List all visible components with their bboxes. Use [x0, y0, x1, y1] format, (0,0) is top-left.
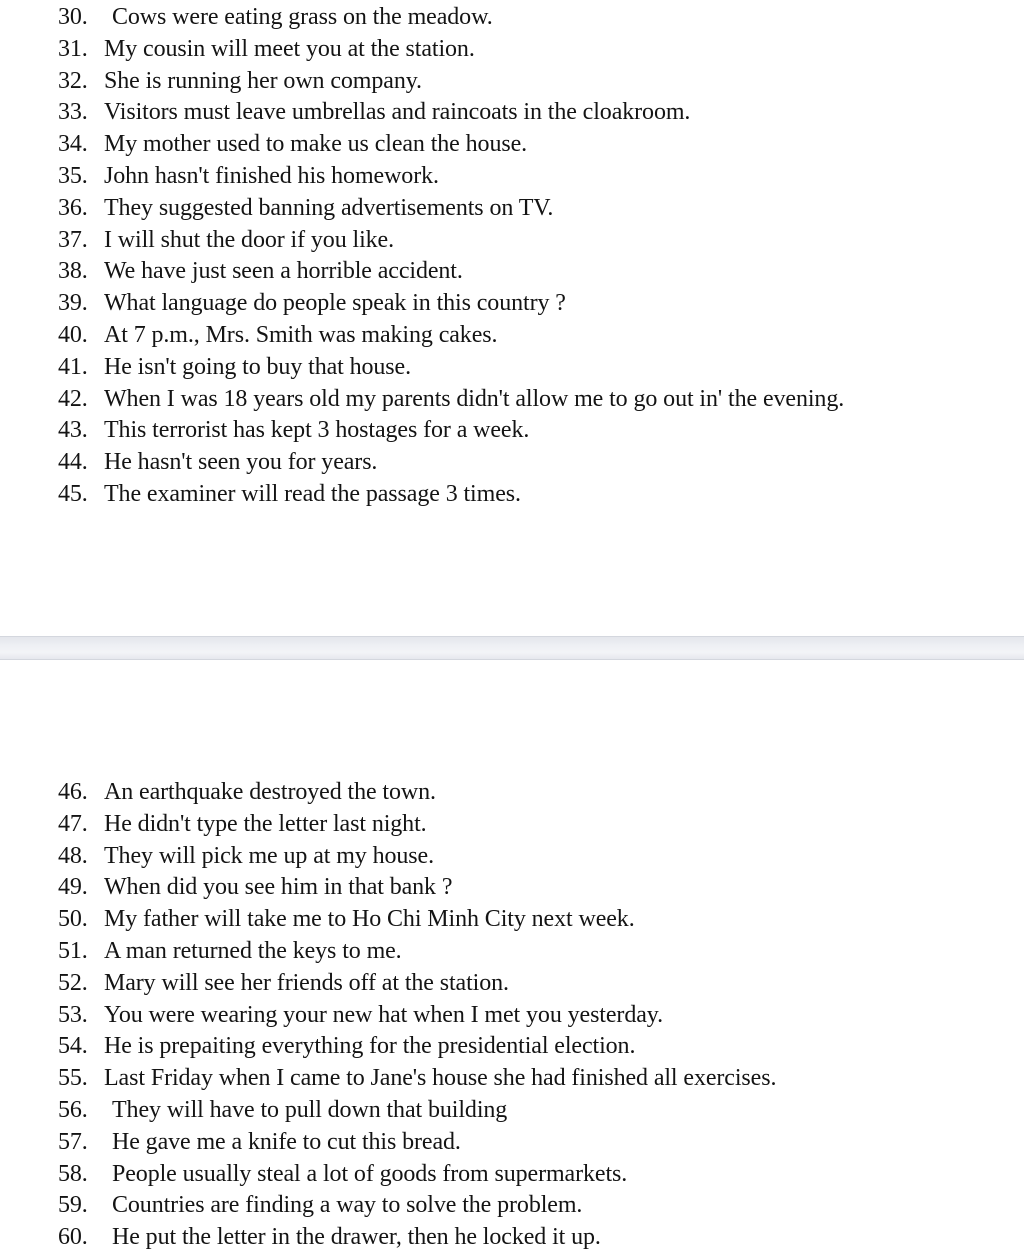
item-number: 30.	[58, 4, 88, 30]
item-number: 35.	[58, 162, 88, 189]
item-number: 54.	[58, 1033, 88, 1060]
item-number: 41.	[58, 353, 88, 380]
item-text: This terrorist has kept 3 hostages for a week.	[104, 417, 530, 444]
list-item	[58, 384, 844, 416]
list-item	[58, 1159, 776, 1191]
list-item	[58, 97, 844, 129]
item-number: 56.	[58, 1096, 88, 1123]
item-text: Countries are finding a way to solve the problem.	[112, 1192, 583, 1219]
list-item	[58, 1127, 776, 1159]
item-text: At 7 p.m., Mrs. Smith was making cakes.	[104, 321, 498, 348]
item-number: 50.	[58, 906, 88, 933]
list-item	[58, 841, 776, 873]
item-number: 40.	[58, 321, 88, 348]
item-text: He put the letter in the drawer, then he locked it up.	[112, 1224, 601, 1251]
list-item	[58, 1063, 776, 1095]
item-number: 59.	[58, 1192, 88, 1219]
list-item	[58, 1190, 776, 1222]
item-text: They will pick me up at my house.	[104, 842, 434, 869]
item-text: When I was 18 years old my parents didn't allow me to go out in' the evening.	[104, 385, 845, 412]
item-text: They will have to pull down that building	[112, 1096, 508, 1123]
list-item	[58, 352, 844, 384]
item-number: 44.	[58, 449, 88, 476]
item-text: He gave me a knife to cut this bread.	[112, 1128, 461, 1155]
list-item	[58, 415, 844, 447]
list-item	[58, 256, 844, 288]
item-text: I will shut the door if you like.	[104, 226, 394, 253]
item-number: 49.	[58, 874, 88, 901]
item-number: 57.	[58, 1128, 88, 1155]
item-number: 38.	[58, 258, 88, 285]
item-number: 34.	[58, 131, 88, 158]
item-number: 60.	[58, 1224, 88, 1251]
item-text: My mother used to make us clean the house.	[104, 131, 528, 158]
list-item	[58, 193, 844, 225]
item-number: 37.	[58, 226, 88, 253]
list-item	[58, 2, 844, 34]
item-text: He isn't going to buy that house.	[104, 353, 412, 380]
item-text: My father will take me to Ho Chi Minh City next week.	[104, 906, 635, 933]
item-number: 43.	[58, 417, 88, 444]
item-text: Last Friday when I came to Jane's house she had finished all exercises.	[104, 1065, 777, 1092]
item-text: What language do people speak in this country ?	[104, 290, 566, 317]
item-number: 42.	[58, 385, 88, 412]
exercise-list-bottom	[58, 777, 776, 1254]
list-item	[58, 872, 776, 904]
item-text: John hasn't finished his homework.	[104, 162, 439, 189]
list-item	[58, 904, 776, 936]
item-number: 46.	[58, 779, 88, 805]
item-number: 51.	[58, 937, 88, 964]
list-item	[58, 34, 844, 66]
item-text: He hasn't seen you for years.	[104, 449, 378, 476]
list-item	[58, 968, 776, 1000]
item-number: 58.	[58, 1160, 88, 1187]
item-text: They suggested banning advertisements on TV.	[104, 194, 554, 221]
exercise-list-top	[58, 2, 844, 511]
item-text: Mary will see her friends off at the station.	[104, 969, 509, 996]
item-number: 53.	[58, 1001, 88, 1028]
item-number: 39.	[58, 290, 88, 317]
list-item	[58, 1222, 776, 1254]
page-separator	[0, 636, 1024, 660]
item-text: A man returned the keys to me.	[104, 937, 402, 964]
item-text: People usually steal a lot of goods from supermarkets.	[112, 1160, 628, 1187]
list-item	[58, 479, 844, 511]
item-number: 45.	[58, 480, 88, 507]
item-text: She is running her own company.	[104, 67, 422, 94]
list-item	[58, 320, 844, 352]
list-item	[58, 1031, 776, 1063]
item-number: 36.	[58, 194, 88, 221]
list-item	[58, 447, 844, 479]
item-number: 33.	[58, 99, 88, 126]
item-text: We have just seen a horrible accident.	[104, 258, 463, 285]
list-item	[58, 936, 776, 968]
item-text: He didn't type the letter last night.	[104, 810, 427, 837]
item-number: 47.	[58, 810, 88, 837]
item-text: Cows were eating grass on the meadow.	[112, 4, 493, 30]
item-number: 52.	[58, 969, 88, 996]
list-item	[58, 129, 844, 161]
item-number: 32.	[58, 67, 88, 94]
item-number: 48.	[58, 842, 88, 869]
list-item	[58, 225, 844, 257]
document-page-bottom	[0, 660, 1024, 1253]
list-item	[58, 777, 776, 809]
item-text: When did you see him in that bank ?	[104, 874, 453, 901]
item-number: 31.	[58, 35, 88, 62]
item-text: You were wearing your new hat when I met you yesterday.	[104, 1001, 664, 1028]
list-item	[58, 66, 844, 98]
item-text: An earthquake destroyed the town.	[104, 779, 436, 805]
item-text: He is prepaiting everything for the presidential election.	[104, 1033, 636, 1060]
list-item	[58, 161, 844, 193]
item-text: My cousin will meet you at the station.	[104, 35, 475, 62]
list-item	[58, 1000, 776, 1032]
item-number: 55.	[58, 1065, 88, 1092]
list-item	[58, 288, 844, 320]
item-text: Visitors must leave umbrellas and raincoats in the cloakroom.	[104, 99, 691, 126]
list-item	[58, 809, 776, 841]
item-text: The examiner will read the passage 3 times.	[104, 480, 521, 507]
list-item	[58, 1095, 776, 1127]
